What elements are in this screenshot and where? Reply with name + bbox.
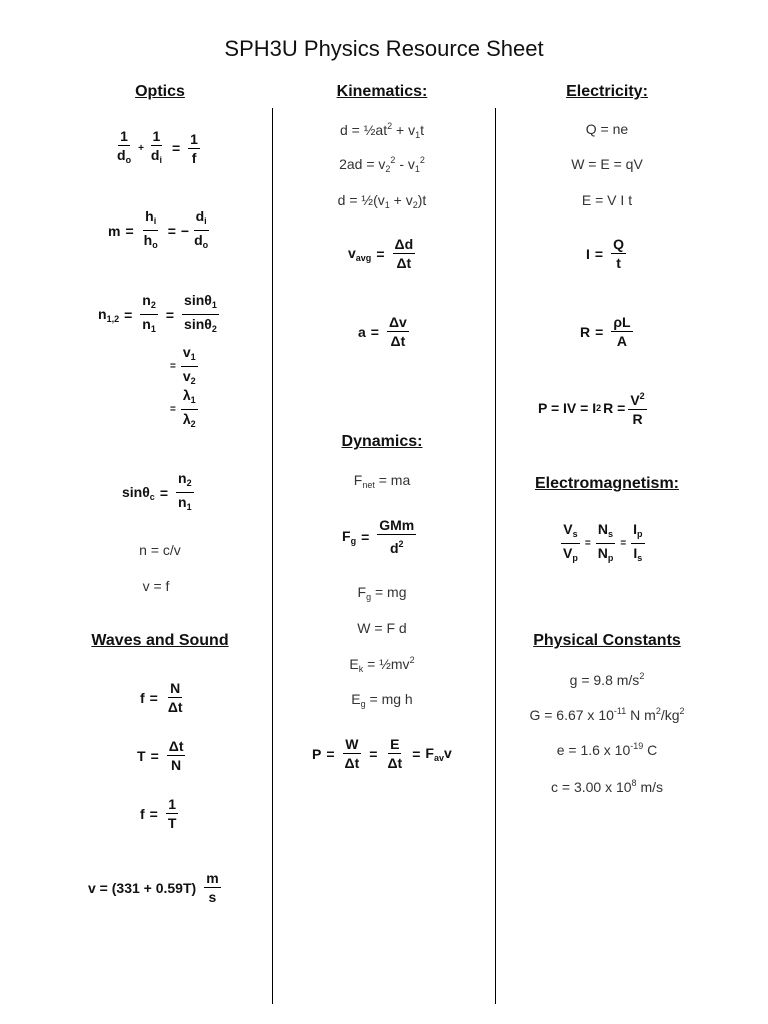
charge-equation: Q = ne (585, 121, 629, 137)
gravity-force-equation: $F_g$ = mg (357, 584, 407, 602)
work-equation: W = F d (357, 620, 407, 636)
heading-electromagnetism: Electromagnetism: (534, 475, 680, 492)
resistance-equation: R = $\frac{\rho L}{A}$ (580, 314, 631, 349)
frequency-period-equation: f = $\frac{1}{T}$ (140, 796, 177, 831)
snells-law-velocity-ratio: = $\frac{v_1}{v_2}$ (170, 344, 196, 386)
thin-lens-equation: $\frac{1}{d_o}$ + $\frac{1}{d_i}$ = $\frac{1}{f}$ (117, 128, 198, 166)
constant-elementary-charge: e = 1.6 x $10^{-19}$ C (556, 741, 658, 758)
electric-energy-equation: E = V I t (581, 192, 633, 208)
acceleration-equation: a = $\frac{\Delta v}{\Delta t}$ (358, 314, 407, 349)
snells-law-equation: $n_{1,2}$ = $\frac{n_2}{n_1}$ = $\frac{\sin\theta_1}{\sin\theta_2}$ (98, 292, 217, 334)
electric-work-equation: W = E = qV (571, 156, 643, 172)
universal-gravitation-equation: $F_g$ = $\frac{\text{GMm}}{d^2}$ (342, 517, 415, 556)
index-of-refraction-equation: n = c/v (139, 542, 181, 558)
snells-law-wavelength-ratio: = $\frac{\lambda_1}{\lambda_2}$ (170, 387, 196, 429)
kinetic-energy-equation: $E_k$ = $\frac{1}{2}mv^2$ (349, 655, 415, 674)
period-equation: T = $\frac{\Delta t}{N}$ (137, 738, 184, 773)
potential-energy-equation: $E_g$ = mg h (351, 691, 413, 709)
kinematics-equation-3: $d = \frac{1}{2}(v_1 + v_2)t$ (337, 192, 427, 210)
constant-universal-gravitation: G = 6.67 x $10^{-11}$ N $m^2/kg^2$ (529, 706, 685, 723)
page-title: SPH3U Physics Resource Sheet (224, 36, 544, 61)
heading-optics: Optics (135, 83, 185, 100)
kinematics-equation-2: $2ad = v_2^2 - v_1^2$ (339, 155, 425, 174)
frequency-equation: f = $\frac{N}{\Delta t}$ (140, 680, 183, 715)
constant-speed-of-light: c = 3.00 x $10^8$ m/s (550, 778, 664, 795)
electric-power-equation: P = IV = I 2 R = $\frac{V^2}{R}$ (538, 388, 650, 427)
heading-kinematics: Kinematics: (336, 83, 428, 100)
power-equation: P = $\frac{W}{\Delta t}$ = $\frac{E}{\Delta t}$ = $F_{av}v$ (312, 736, 452, 771)
transformer-equation: $\frac{V_s}{V_p}$ = $\frac{N_s}{N_p}$ = $\frac{I_p}{I_s}$ (563, 521, 643, 563)
wave-speed-equation: v = f (142, 578, 170, 594)
critical-angle-equation: sinθ$_c$ = $\frac{n_2}{n_1}$ (122, 470, 192, 512)
column-divider-right (495, 108, 496, 1004)
heading-waves-and-sound: Waves and Sound (91, 632, 229, 649)
column-divider-left (272, 108, 273, 1004)
current-equation: I = $\frac{Q}{t}$ (586, 236, 624, 271)
heading-physical-constants: Physical Constants (533, 632, 681, 649)
constant-gravity: g = 9.8 $m/s^2$ (569, 671, 645, 688)
newtons-second-law: $F_{net}$ = ma (353, 472, 411, 490)
heading-electricity: Electricity: (566, 83, 648, 100)
magnification-equation: m = $\frac{h_i}{h_o}$ = − $\frac{d_i}{d_o}$ (108, 208, 209, 250)
speed-of-sound-equation: v = (331 + 0.59T) $\frac{m}{s}$ (88, 870, 219, 905)
average-velocity-equation: $v_{avg}$ = $\frac{\Delta d}{\Delta t}$ (348, 236, 414, 271)
kinematics-equation-1: $d = \frac{1}{2}at^2 + v_1t$ (340, 121, 424, 140)
heading-dynamics: Dynamics: (341, 433, 423, 450)
